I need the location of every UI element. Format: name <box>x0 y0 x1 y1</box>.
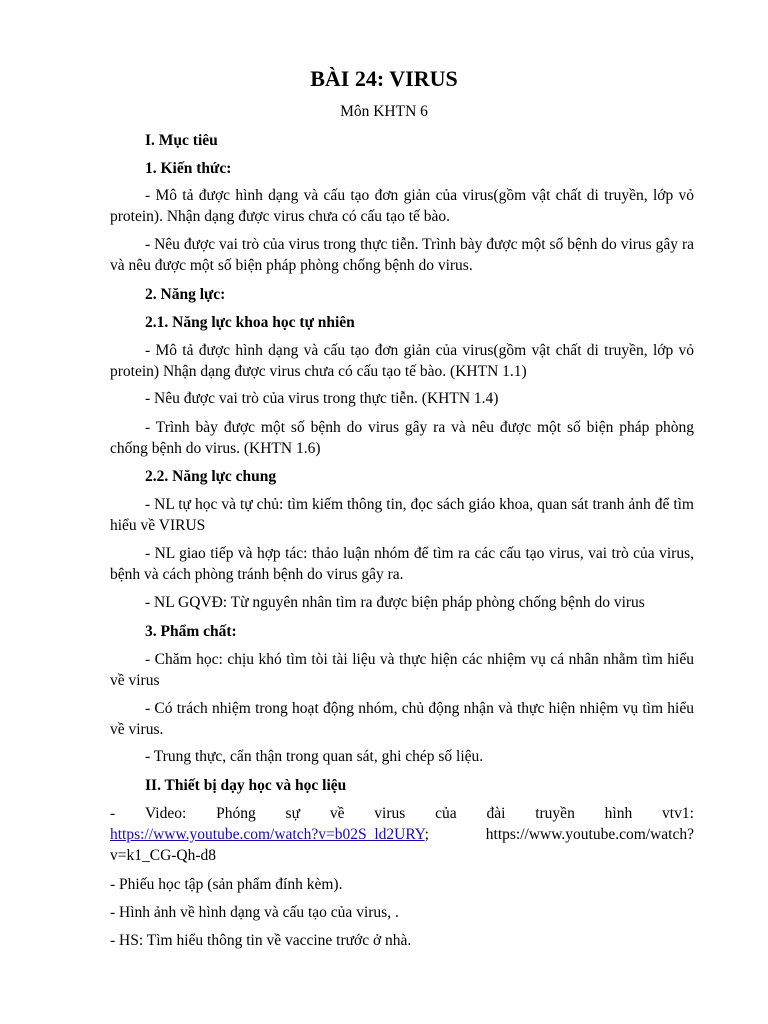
video-word: Phóng <box>216 805 256 822</box>
heading-nang-luc-chung: 2.2. Năng lực chung <box>145 468 277 485</box>
video-word: virus <box>374 805 406 822</box>
page-title: BÀI 24: VIRUS <box>310 66 458 91</box>
nang-luc-khtn-item-1: - Mô tả được hình dạng và cấu tạo đơn giản của virus(gồm vật chất di truyền, lớp vỏ protein) Nhận dạng được virus chưa có cấu tạo tế bào. (KHTN 1.1) <box>110 342 694 380</box>
video-word: - <box>110 805 116 822</box>
nang-luc-khtn-item-2: - Nêu được vai trò của virus trong thực tiễn. (KHTN 1.4) <box>145 390 499 407</box>
thiet-bi-item-2: - Hình ảnh về hình dạng và cấu tạo của virus, . <box>110 904 399 921</box>
kien-thuc-item-2: - Nêu được vai trò của virus trong thực tiễn. Trình bày được một số bệnh do virus gây ra và nêu được một số biện pháp phòng chống bệnh do virus. <box>110 236 694 274</box>
video-word: sự <box>285 805 300 822</box>
heading-nang-luc: 2. Năng lực: <box>145 286 226 303</box>
nang-luc-chung-item-1: - NL tự học và tự chủ: tìm kiếm thông tin, đọc sách giáo khoa, quan sát tranh ảnh để tìm hiểu về VIRUS <box>110 496 694 534</box>
thiet-bi-item-1: - Phiếu học tập (sản phẩm đính kèm). <box>110 876 343 893</box>
pham-chat-item-2: - Có trách nhiệm trong hoạt động nhóm, chủ động nhận và thực hiện nhiệm vụ tìm hiểu về virus. <box>110 700 694 738</box>
video-link-group <box>110 824 429 845</box>
pham-chat-item-1: - Chăm học: chịu khó tìm tòi tài liệu và thực hiện các nhiệm vụ cá nhân nhằm tìm hiểu về virus <box>110 651 694 689</box>
video-word: về <box>329 805 345 822</box>
video-word: của <box>435 805 457 822</box>
video-separator: ; <box>424 826 429 843</box>
video-resource <box>110 803 694 866</box>
heading-thiet-bi: II. Thiết bị dạy học và học liệu <box>145 777 347 794</box>
subject-subtitle: Môn KHTN 6 <box>340 103 428 120</box>
video-link-2-part-2: v=k1_CG-Qh-d8 <box>110 847 217 864</box>
video-line-2 <box>110 824 694 845</box>
pham-chat-item-3: - Trung thực, cẩn thận trong quan sát, ghi chép số liệu. <box>145 748 484 765</box>
heading-nang-luc-khtn: 2.1. Năng lực khoa học tự nhiên <box>145 314 355 331</box>
thiet-bi-item-3: - HS: Tìm hiểu thông tin về vaccine trước ở nhà. <box>110 932 412 949</box>
video-word: Video: <box>145 805 187 822</box>
video-line-1 <box>110 803 694 824</box>
video-link-2-part-1: https://www.youtube.com/watch? <box>485 826 694 843</box>
nang-luc-khtn-item-3: - Trình bày được một số bệnh do virus gây ra và nêu được một số biện pháp phòng chống bệnh do virus. (KHTN 1.6) <box>110 419 694 457</box>
heading-muc-tieu: I. Mục tiêu <box>145 132 218 149</box>
video-word: truyền <box>535 805 575 822</box>
nang-luc-chung-item-2: - NL giao tiếp và hợp tác: thảo luận nhóm để tìm ra các cấu tạo virus, vai trò của virus, bệnh và cách phòng tránh bệnh do virus gây ra. <box>110 545 694 583</box>
video-word: hình <box>604 805 633 822</box>
kien-thuc-item-1: - Mô tả được hình dạng và cấu tạo đơn giản của virus(gồm vật chất di truyền, lớp vỏ protein). Nhận dạng được virus chưa có cấu tạo tế bào. <box>110 187 694 225</box>
video-word: đài <box>486 805 506 822</box>
nang-luc-chung-item-3: - NL GQVĐ: Từ nguyên nhân tìm ra được biện pháp phòng chống bệnh do virus <box>145 594 645 611</box>
heading-kien-thuc: 1. Kiến thức: <box>145 160 232 177</box>
video-link-1[interactable]: https://www.youtube.com/watch?v=b02S_ld2URY <box>110 826 425 843</box>
video-word: vtv1: <box>662 805 694 822</box>
heading-pham-chat: 3. Phẩm chất: <box>145 623 237 640</box>
